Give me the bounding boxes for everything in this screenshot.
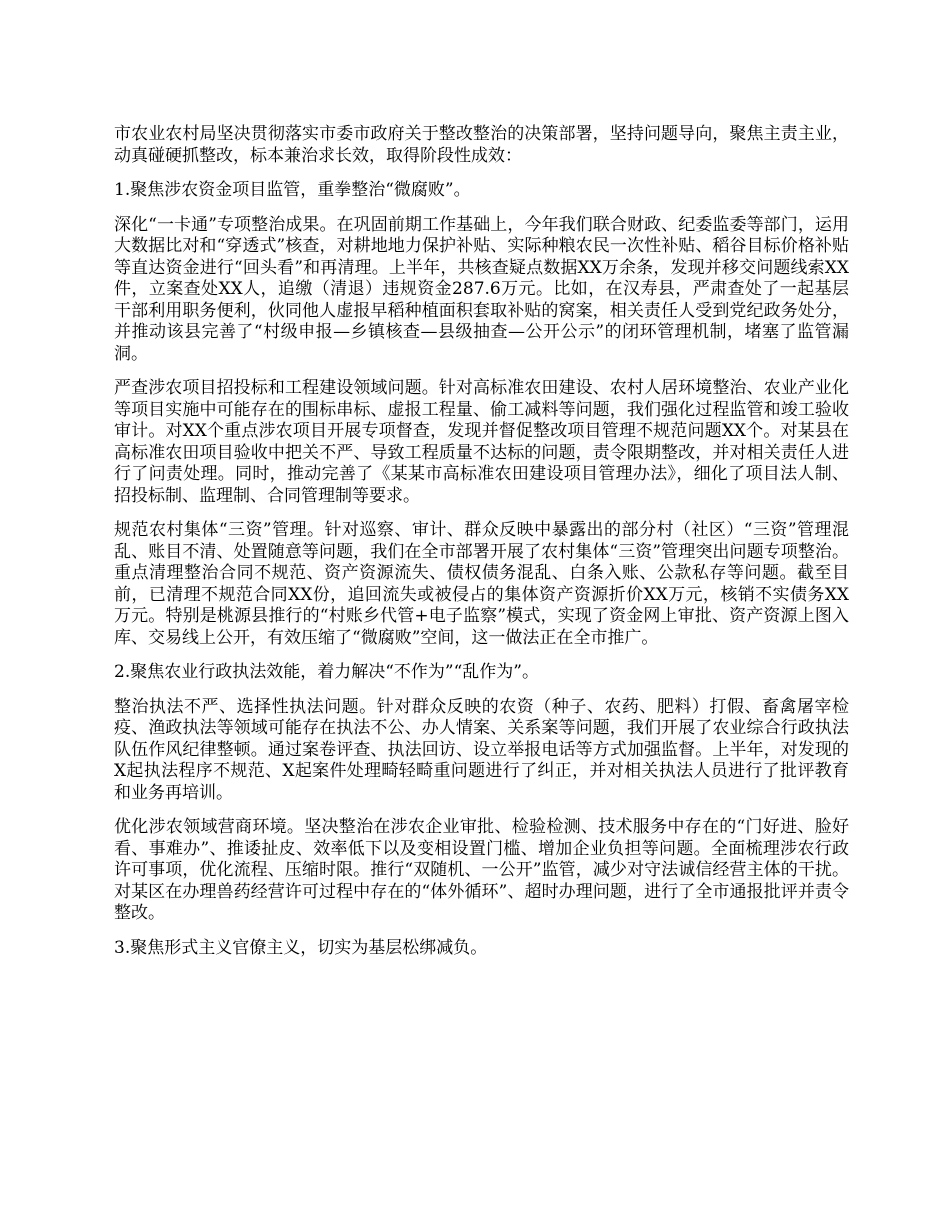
section-heading-1: 1.聚焦涉农资金项目监管，重拳整治“微腐败”。 <box>114 180 471 200</box>
paragraph-project-bidding: 严查涉农项目招投标和工程建设领域问题。针对高标准农田建设、农村人居环境整治、农业产业化等项目实施中可能存在的围标串标、虚报工程量、偷工减料等问题，我们强化过程监管和竣工验收审计。对XX个重点涉农项目开展专项督查，发现并督促整改项目管理不规范问题XX个。对某县在高标准农田项目验收中把关不严、导致工程质量不达标的问题，责令限期整改，并对相关责任人进行了问责处理。同时，推动完善了《某某市高标准农田建设项目管理办法》，细化了项目法人制、招投标制、监理制、合同管理制等要求。 <box>114 378 849 506</box>
paragraph-business-environment: 优化涉农领域营商环境。坚决整治在涉农企业审批、检验检测、技术服务中存在的“门好进、脸好看、事难办”、推诿扯皮、效率低下以及变相设置门槛、增加企业负担等问题。全面梳理涉农行政许可事项，优化流程、压缩时限。推行“双随机、一公开”监管，减少对守法诚信经营主体的干扰。对某区在办理兽药经营许可过程中存在的“体外循环”、超时办理问题，进行了全市通报批评并责令整改。 <box>114 817 849 923</box>
intro-paragraph: 市农业农村局坚决贯彻落实市委市政府关于整改整治的决策部署，坚持问题导向，聚焦主责主业，动真碰硬抓整改，标本兼治求长效，取得阶段性成效： <box>114 124 849 166</box>
section-heading-3: 3.聚焦形式主义官僚主义，切实为基层松绑减负。 <box>114 937 488 958</box>
section-heading-2: 2.聚焦农业行政执法效能，着力解决“不作为”“乱作为”。 <box>114 662 539 682</box>
paragraph-law-enforcement: 整治执法不严、选择性执法问题。针对群众反映的农资（种子、农药、肥料）打假、畜禽屠宰检疫、渔政执法等领域可能存在执法不公、办人情案、关系案等问题，我们开展了农业综合行政执法队伍作风纪律整顿。通过案卷评查、执法回访、设立举报电话等方式加强监督。上半年，对发现的X起执法程序不规范、X起案件处理畸轻畸重问题进行了纠正，并对相关执法人员进行了批评教育和业务再培训。 <box>114 696 849 803</box>
paragraph-three-assets: 规范农村集体“三资”管理。针对巡察、审计、群众反映中暴露出的部分村（社区）“三资”管理混乱、账目不清、处置随意等问题，我们在全市部署开展了农村集体“三资”管理突出问题专项整治。重点清理整治合同不规范、资产资源流失、债权债务混乱、白条入账、公款私存等问题。截至目前，已清理不规范合同XX份，追回流失或被侵占的集体资产资源折价XX万元，核销不实债务XX万元。特别是桃源县推行的“村账乡代管+电子监察”模式，实现了资金网上审批、资产资源上图入库、交易线上公开，有效压缩了“微腐败”空间，这一做法正在全市推广。 <box>114 520 849 648</box>
paragraph-subsidy-rectification: 深化“一卡通”专项整治成果。在巩固前期工作基础上，今年我们联合财政、纪委监委等部门，运用大数据比对和“穿透式”核查，对耕地地力保护补贴、实际种粮农民一次性补贴、稻谷目标价格补贴等直达资金进行“回头看”和再清理。上半年，共核查疑点数据XX万余条，发现并移交问题线索XX件，立案查处XX人，追缴（清退）违规资金287.6万元。比如，在汉寿县，严肃查处了一起基层干部利用职务便利，伙同他人虚报早稻种植面积套取补贴的窝案，相关责任人受到党纪政务处分，并推动该县完善了“村级申报—乡镇核查—县级抽查—公开公示”的闭环管理机制，堵塞了监管漏洞。 <box>114 214 849 364</box>
document-body <box>114 124 849 972</box>
